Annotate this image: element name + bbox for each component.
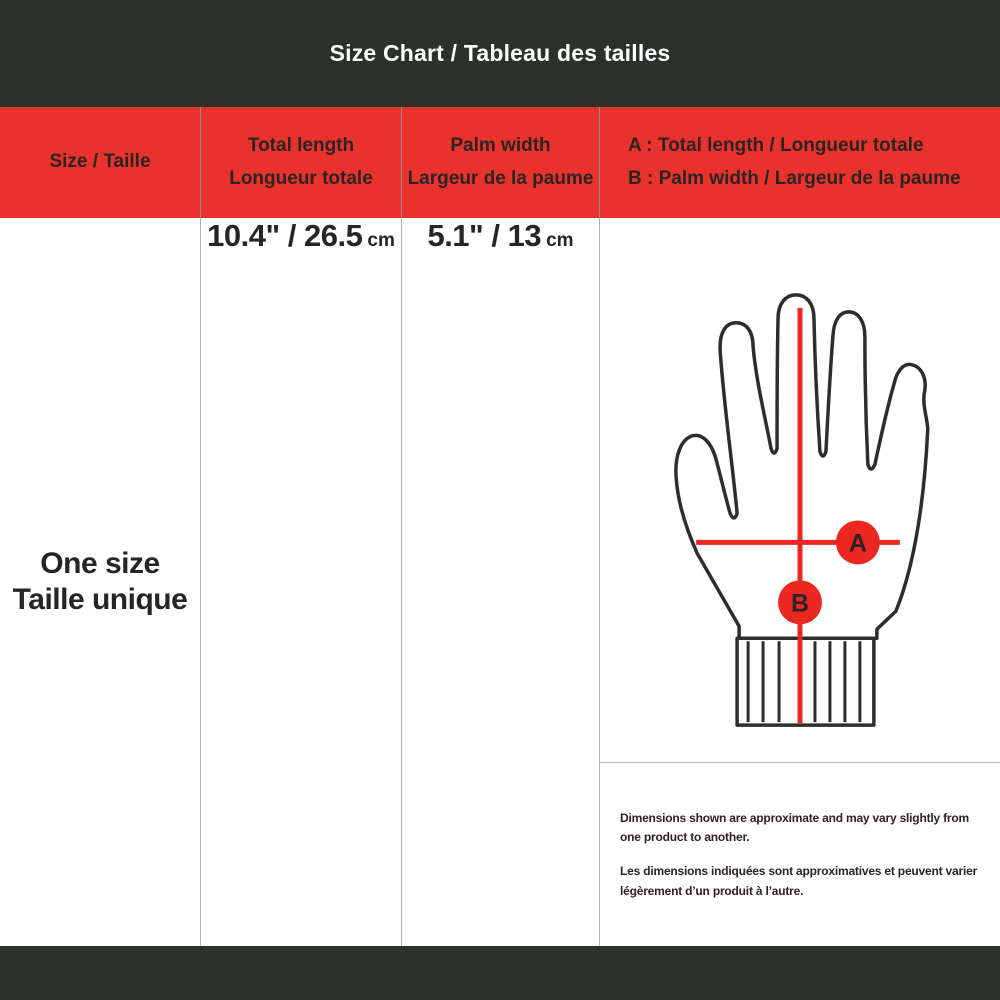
- size-value-en: One size: [40, 547, 160, 580]
- marker-a-label: A: [848, 529, 867, 558]
- header-cell-palm-width: [402, 107, 600, 218]
- legend-line-b: B : Palm width / Largeur de la paume: [628, 167, 961, 189]
- page-title: Size Chart / Tableau des tailles: [329, 40, 671, 66]
- cell-size-value: [0, 218, 201, 946]
- title-band: [0, 0, 1000, 107]
- header-palm-width-fr: Largeur de la paume: [407, 167, 594, 189]
- glove-diagram: [600, 218, 1000, 762]
- disclaimer-fr: [620, 862, 994, 900]
- size-value-fr: Taille unique: [12, 583, 188, 616]
- cell-total-length-value: [201, 218, 402, 946]
- palm-width-unit: cm: [546, 230, 574, 251]
- marker-b-label: B: [790, 589, 810, 618]
- glove-cuff: [737, 638, 874, 725]
- header-cell-total-length: [201, 107, 402, 218]
- header-palm-width-en: Palm width: [450, 135, 551, 157]
- glove-diagram-box: [600, 218, 1000, 763]
- cell-glove-diagram: [600, 218, 1000, 946]
- disclaimer-en: [620, 809, 994, 847]
- disclaimer-fr-line1: Les dimensions indiquées sont approximatives et peuvent varier: [620, 864, 978, 879]
- palm-width-value: 5.1" / 13: [427, 218, 542, 253]
- header-cell-legend: [600, 107, 1000, 218]
- header-cell-size: [0, 107, 201, 218]
- legend-line-a: A : Total length / Longueur totale: [628, 135, 924, 157]
- header-size-label: Size / Taille: [49, 151, 151, 173]
- header-total-length-fr: Longueur totale: [229, 167, 373, 189]
- table-body-row: [0, 218, 1000, 946]
- disclaimer-text: [600, 763, 1000, 901]
- cell-palm-width-value: [402, 218, 600, 946]
- table-header-row: [0, 107, 1000, 218]
- total-length-value: 10.4" / 26.5: [207, 218, 363, 253]
- disclaimer-en-line2: one product to another.: [620, 830, 750, 845]
- header-total-length-en: Total length: [247, 135, 355, 157]
- disclaimer-fr-line2: légèrement d’un produit à l’autre.: [620, 883, 804, 898]
- disclaimer-en-line1: Dimensions shown are approximate and may vary slightly from: [620, 811, 969, 825]
- footer-band: [0, 946, 1000, 1000]
- total-length-unit: cm: [367, 230, 395, 251]
